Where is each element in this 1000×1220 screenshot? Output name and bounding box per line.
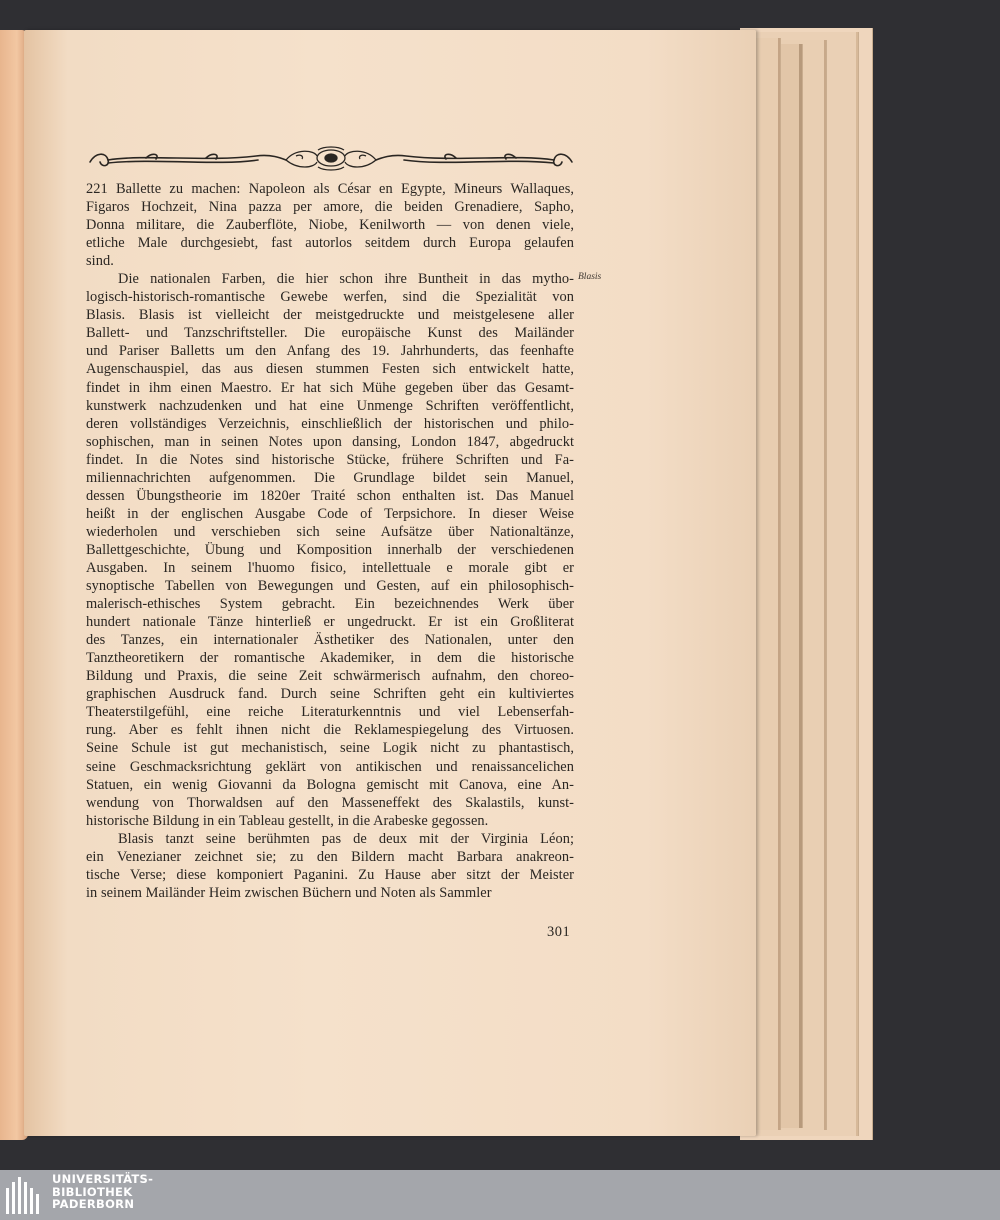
text-line: etliche Male durchgesiebt, fast autorlos seitdem durch Europa gelaufen [86,235,574,252]
text-line: Statuen, ein wenig Giovanni da Bologna gemischt mit Canova, eine An- [86,776,574,793]
text-line: kunstwerk nachzudenken und hat eine Unmenge Schriften veröffentlicht, [86,397,574,414]
text-line: Figaros Hochzeit, Nina pazza per amore, die beiden Grenadiere, Sapho, [86,199,574,216]
text-line: findet. In die Notes sind historische Stücke, frühere Schriften und Fa- [86,451,574,468]
text-line: findet in ihm einen Maestro. Er hat sich Mühe gegeben über das Gesamt- [86,379,574,396]
text-line: Theaterstilgefühl, eine reiche Literaturkenntnis und viel Lebenserfah- [86,704,574,721]
text-line: Ballettgeschichte, Übung und Komposition innerhalb der verschiedenen [86,541,574,558]
text-line: malerisch-ethisches System gebracht. Ein bezeichnendes Werk über [86,596,574,613]
text-line: Blasis tanzt seine berühmten pas de deux mit der Virginia Léon; [118,830,574,847]
text-line: Blasis. Blasis ist vielleicht der meistgedruckte und meistgelesene aller [86,307,574,324]
text-line: Die nationalen Farben, die hier schon ihre Buntheit in das mytho- [118,271,574,288]
text-line: des Tanzes, ein internationaler Ästhetiker des Nationalen, unter den [86,632,574,649]
text-line: miliennachrichten aufgenommen. Die Grundlage bildet sein Manuel, [86,469,574,486]
body-text [86,180,574,902]
library-footer-bar [0,1170,1000,1220]
text-line: rung. Aber es fehlt ihnen nicht die Reklamespiegelung des Virtuosen. [86,722,574,739]
text-line: Seine Schule ist gut mechanistisch, seine Logik nicht zu phantastisch, [86,740,574,757]
library-name-line: UNIVERSITÄTS- [52,1172,154,1186]
text-line: und Pariser Balletts um den Anfang des 19. Jahrhunderts, das feenhafte [86,343,574,360]
text-line: wiederholen und verschieben sich seine Aufsätze über Nationaltänze, [86,523,574,540]
library-name-line: PADERBORN [52,1197,135,1212]
text-line: synoptische Tabellen von Bewegungen und Gesten, auf ein philosophisch- [86,578,574,595]
text-line: in seinem Mailänder Heim zwischen Büchern und Noten als Sammler [86,884,492,901]
text-line: sind. [86,253,114,270]
text-line: hundert nationale Tänze hinterließ er ungedruckt. Er ist ein Großliterat [86,614,574,631]
text-line: Ausgaben. In seinem l'huomo fisico, intellettuale e morale gibt er [86,559,574,576]
page-number: 301 [547,924,571,940]
text-line: tische Verse; diese komponiert Paganini. Zu Hause aber sitzt der Meister [86,866,574,883]
text-line: Donna militare, die Zauberflöte, Niobe, Kenilworth — von denen viele, [86,217,574,234]
text-line: dessen Übungstheorie im 1820er Traité schon enthalten ist. Das Manuel [86,487,574,504]
text-line: 221 Ballette zu machen: Napoleon als César en Egypte, Mineurs Wallaques, [86,181,574,197]
text-line: historische Bildung in ein Tableau gestellt, in die Arabeske gegossen. [86,812,489,829]
library-name [52,1173,153,1211]
text-line: Bildung und Praxis, die seine Zeit schwärmerisch aufnahm, den choreo- [86,668,574,685]
text-line: deren vollständiges Verzeichnis, einschließlich der historischen und philo- [86,415,574,432]
text-line: sophischen, man in seinen Notes upon dansing, London 1847, abgedruckt [86,433,574,450]
text-line: graphischen Ausdruck fand. Durch seine Schriften geht ein kultiviertes [86,686,574,703]
text-line: Tanztheoretikern der romantische Akademiker, in dem die historische [86,650,574,667]
library-logo-icon [5,1174,45,1216]
text-line: wendung von Thorwaldsen auf den Masseneffekt des Skalastils, kunst- [86,794,574,811]
text-line: Ballett- und Tanzschriftsteller. Die europäische Kunst des Mailänder [86,325,574,342]
text-line: Augenschauspiel, das aus diesen stummen Festen sich entwickelt hatte, [86,361,574,378]
library-name-line: BIBLIOTHEK [52,1184,133,1199]
marginal-note: Blasis [578,272,602,282]
text-line: seine Geschmacksrichtung geklärt von antikischen und renaissancelichen [86,758,574,775]
text-line: heißt in der englischen Ausgabe Code of Terpsichore. In dieser Weise [86,505,574,522]
text-line: ein Venezianer zeichnet sie; zu den Bildern macht Barbara anakreon- [86,848,574,865]
text-line: logisch-historisch-romantische Gewebe werfen, sind die Spezialität von [86,289,574,306]
ornamental-header-rule [86,144,576,174]
